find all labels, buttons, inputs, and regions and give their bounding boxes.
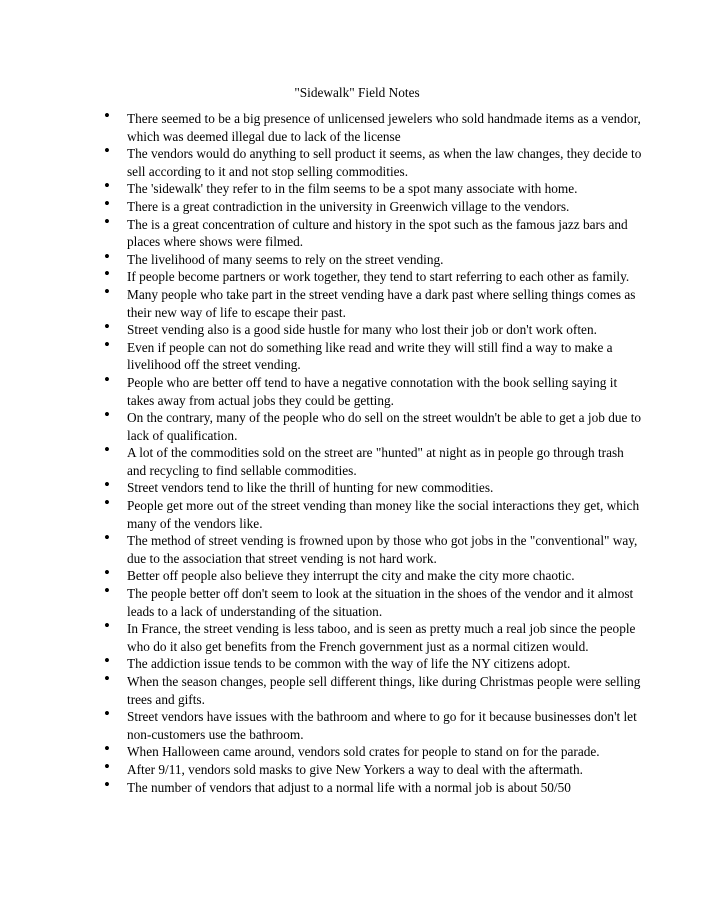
list-item bbox=[104, 739, 644, 761]
list-item bbox=[104, 264, 644, 286]
list-item-text: Better off people also believe they interrupt the city and make the city more chaotic. bbox=[127, 568, 575, 584]
list-item bbox=[104, 774, 644, 797]
list-item bbox=[104, 246, 644, 269]
list-item-text: On the contrary, many of the people who do sell on the street wouldn't be able to get a job due to lack of qualification. bbox=[127, 410, 642, 443]
list-item-text: Street vending also is a good side hustle for many who lost their job or don't work often. bbox=[127, 322, 597, 338]
list-item bbox=[104, 704, 644, 743]
list-item bbox=[104, 141, 644, 180]
list-item-text: People get more out of the street vending than money like the social interactions they get, which many of the vendors like. bbox=[127, 498, 640, 531]
bullet-icon: • bbox=[104, 651, 110, 671]
list-item bbox=[104, 106, 644, 145]
bullet-icon: • bbox=[104, 334, 110, 354]
list-item bbox=[104, 756, 644, 779]
bullet-icon: • bbox=[104, 246, 110, 266]
list-item-text: Many people who take part in the street vending have a dark past where selling things comes as their new way of life to escape their past. bbox=[127, 286, 636, 320]
document-title: "Sidewalk" Field Notes bbox=[294, 85, 420, 100]
bullet-icon: • bbox=[104, 493, 110, 513]
list-item-text: When Halloween came around, vendors sold crates for people to stand on for the parade. bbox=[127, 744, 600, 760]
list-item bbox=[104, 493, 644, 532]
list-item bbox=[104, 405, 644, 444]
list-item-text: A lot of the commodities sold on the street are "hunted" at night as in people go through trash and recycling to find sellable commodities. bbox=[127, 445, 624, 478]
list-item-text: The vendors would do anything to sell product it seems, as when the law changes, they decide to sell according to it and not stop selling commodities. bbox=[127, 146, 642, 179]
bullet-icon: • bbox=[104, 211, 110, 231]
list-item-text: Even if people can not do something like read and write they will still find a way to make a livelihood off the street vending. bbox=[127, 339, 613, 373]
list-item-text: The method of street vending is frowned upon by those who got jobs in the "conventional" way, due to the association that street vending is not hard work. bbox=[127, 533, 638, 566]
list-item-text: The is a great concentration of culture and history in the spot such as the famous jazz bars and places where shows were filmed. bbox=[127, 216, 628, 250]
list-item bbox=[104, 440, 644, 479]
list-item-text: The 'sidewalk' they refer to in the film seems to be a spot many associate with home. bbox=[127, 181, 578, 197]
list-item bbox=[104, 193, 644, 216]
list-item-text: People who are better off tend to have a negative connotation with the book selling saying it takes away from actual jobs they could be getting. bbox=[127, 374, 618, 408]
bullet-icon: • bbox=[104, 176, 110, 196]
list-item bbox=[104, 651, 644, 673]
list-item bbox=[104, 581, 644, 620]
list-item bbox=[104, 669, 644, 708]
list-item-text: The people better off don't seem to look at the situation in the shoes of the vendor and it almost leads to a lack of understanding of the situation. bbox=[127, 586, 634, 619]
bullet-icon: • bbox=[104, 106, 110, 125]
list-item-text: If people become partners or work together, they tend to start referring to each other as family. bbox=[127, 269, 630, 285]
bullet-icon: • bbox=[104, 405, 110, 425]
list-item bbox=[104, 616, 644, 655]
bullet-icon: • bbox=[104, 475, 110, 495]
list-item-text: In France, the street vending is less taboo, and is seen as pretty much a real job since the people who do it also get benefits from the French government just as a normal citizen would. bbox=[127, 621, 636, 654]
bullet-icon: • bbox=[104, 193, 110, 213]
list-item bbox=[104, 563, 644, 585]
bullet-icon: • bbox=[104, 739, 110, 759]
bullet-icon: • bbox=[104, 281, 110, 301]
list-item bbox=[104, 369, 644, 409]
bullet-icon: • bbox=[104, 369, 110, 389]
list-item-text: There is a great contradiction in the university in Greenwich village to the vendors. bbox=[127, 198, 570, 214]
list-item bbox=[104, 176, 644, 198]
list-item-text: When the season changes, people sell different things, like during Christmas people were selling trees and gifts. bbox=[127, 674, 641, 707]
bullet-icon: • bbox=[104, 581, 110, 601]
list-item-text: The livelihood of many seems to rely on the street vending. bbox=[127, 251, 444, 267]
list-item-text: The number of vendors that adjust to a normal life with a normal job is about 50/50 bbox=[127, 779, 571, 795]
list-item-text: Street vendors tend to like the thrill of hunting for new commodities. bbox=[127, 480, 494, 496]
list-item bbox=[104, 281, 644, 321]
list-item-text: There seemed to be a big presence of unlicensed jewelers who sold handmade items as a vendor, which was deemed illegal due to lack of the license bbox=[127, 111, 641, 144]
list-item bbox=[104, 211, 644, 251]
bullet-icon: • bbox=[104, 774, 110, 794]
field-notes-list bbox=[104, 106, 644, 796]
list-item-text: After 9/11, vendors sold masks to give New Yorkers a way to deal with the aftermath. bbox=[127, 761, 583, 777]
list-item bbox=[104, 334, 644, 374]
bullet-icon: • bbox=[104, 669, 110, 688]
bullet-icon: • bbox=[104, 704, 110, 724]
list-item bbox=[104, 317, 644, 339]
bullet-icon: • bbox=[104, 756, 110, 776]
bullet-icon: • bbox=[104, 317, 110, 337]
bullet-icon: • bbox=[104, 563, 110, 583]
bullet-icon: • bbox=[104, 141, 110, 161]
list-item bbox=[104, 528, 644, 567]
bullet-icon: • bbox=[104, 440, 110, 460]
bullet-icon: • bbox=[104, 616, 110, 636]
bullet-icon: • bbox=[104, 528, 110, 548]
list-item bbox=[104, 475, 644, 497]
list-item-text: Street vendors have issues with the bathroom and where to go for it because businesses don't let non-customers use the bathroom. bbox=[127, 709, 637, 742]
bullet-icon: • bbox=[104, 264, 110, 284]
list-item-text: The addiction issue tends to be common with the way of life the NY citizens adopt. bbox=[127, 656, 571, 672]
